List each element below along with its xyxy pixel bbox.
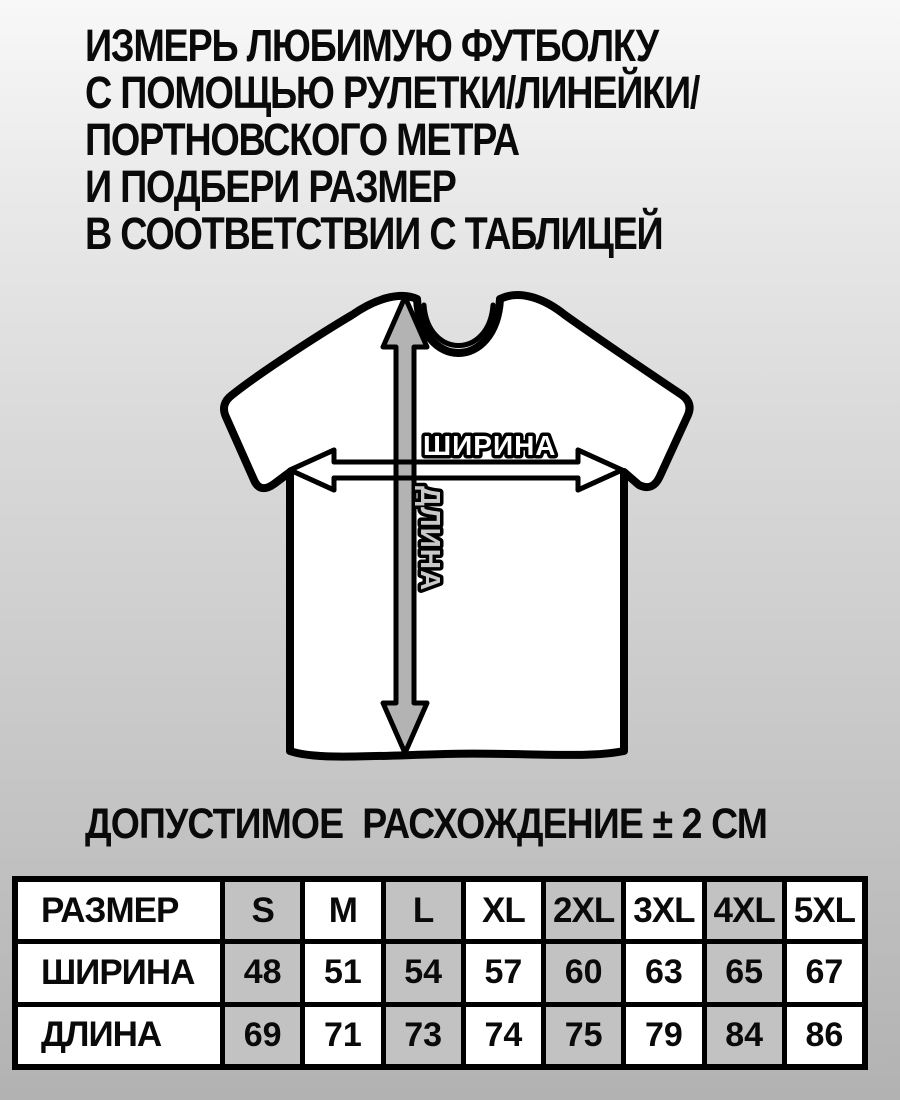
- table-cell-length: 69: [225, 1007, 300, 1064]
- table-cell-width: 60: [546, 944, 621, 1001]
- table-cell-length: 86: [787, 1007, 862, 1064]
- table-cell-width: 67: [787, 944, 862, 1001]
- table-row-label-length: ДЛИНА: [18, 1007, 220, 1064]
- heading-line: И ПОДБЕРИ РАЗМЕР: [85, 161, 456, 212]
- table-cell-width: 63: [626, 944, 701, 1001]
- table-cell-width: 48: [225, 944, 300, 1001]
- table-header-col: S: [225, 882, 300, 939]
- table-header-col: 2XL: [546, 882, 621, 939]
- table-header-size: РАЗМЕР: [18, 882, 220, 939]
- heading: [85, 22, 699, 257]
- heading-line: ИЗМЕРЬ ЛЮБИМУЮ ФУТБОЛКУ: [85, 20, 658, 71]
- tshirt-outline: [224, 295, 690, 757]
- table-row-label-width: ШИРИНА: [18, 944, 220, 1001]
- tolerance-note: ДОПУСТИМОЕ РАСХОЖДЕНИЕ ± 2 СМ: [85, 800, 768, 848]
- table-cell-length: 75: [546, 1007, 621, 1064]
- heading-line: В СООТВЕТСТВИИ С ТАБЛИЦЕЙ: [85, 208, 663, 259]
- table-header-col: 4XL: [707, 882, 782, 939]
- table-cell-length: 74: [466, 1007, 541, 1064]
- table-cell-length: 84: [707, 1007, 782, 1064]
- length-arrow-label: ДЛИНА: [415, 486, 446, 592]
- tshirt-measure-diagram: [190, 283, 710, 783]
- table-cell-width: 57: [466, 944, 541, 1001]
- width-arrow-label: ШИРИНА: [423, 430, 557, 461]
- table-cell-length: 79: [626, 1007, 701, 1064]
- table-cell-length: 73: [386, 1007, 461, 1064]
- table-header-col: M: [305, 882, 380, 939]
- table-cell-width: 65: [707, 944, 782, 1001]
- table-header-col: XL: [466, 882, 541, 939]
- table-header-col: 5XL: [787, 882, 862, 939]
- heading-line: С ПОМОЩЬЮ РУЛЕТКИ/ЛИНЕЙКИ/: [85, 67, 700, 118]
- table-cell-length: 71: [305, 1007, 380, 1064]
- size-table: [12, 876, 868, 1070]
- table-cell-width: 54: [386, 944, 461, 1001]
- table-cell-width: 51: [305, 944, 380, 1001]
- table-header-col: 3XL: [626, 882, 701, 939]
- table-header-col: L: [386, 882, 461, 939]
- heading-line: ПОРТНОВСКОГО МЕТРА: [85, 114, 519, 165]
